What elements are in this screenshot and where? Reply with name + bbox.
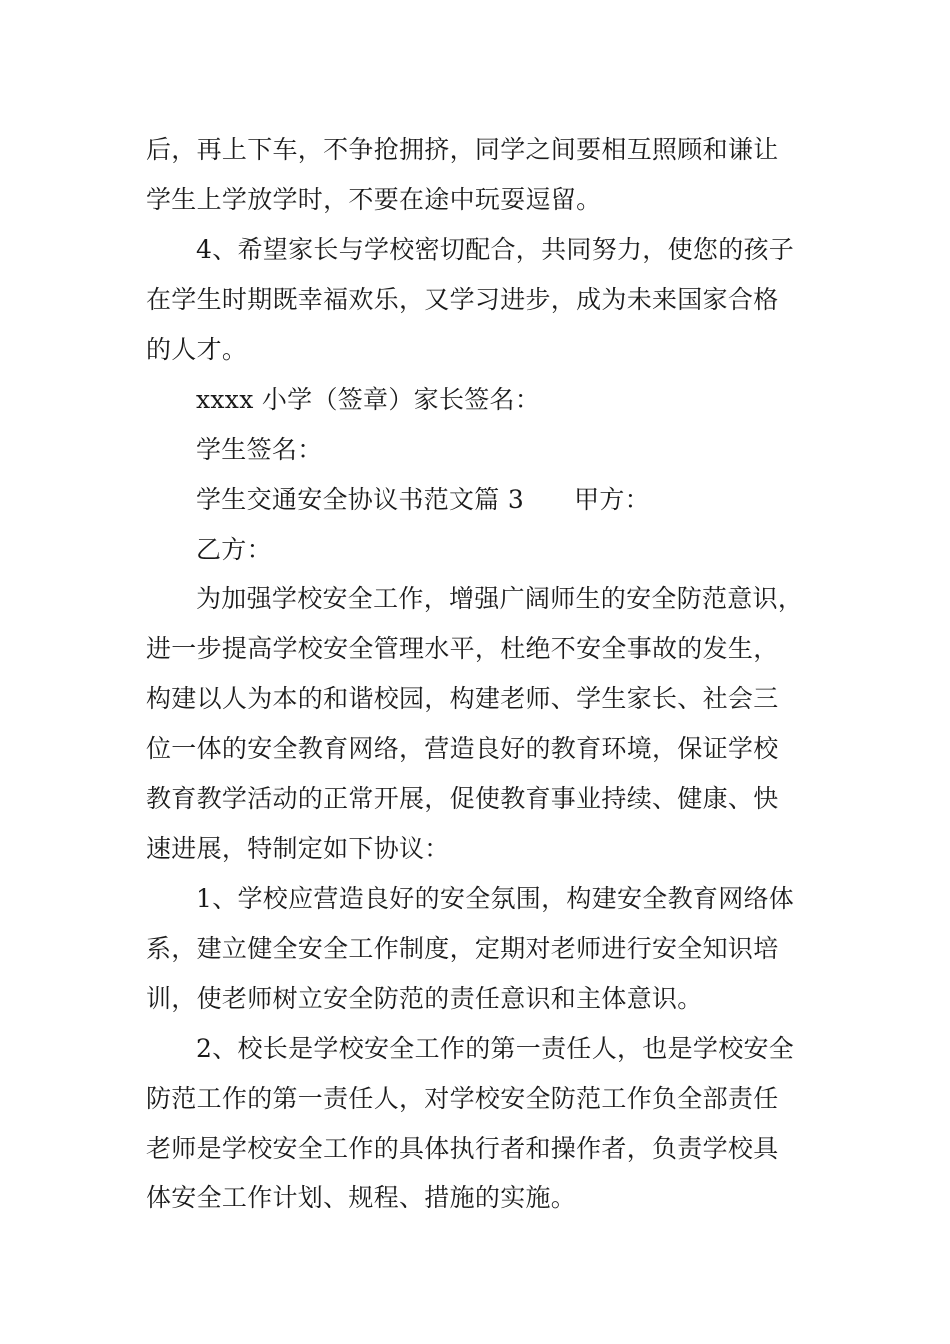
signature-line: xxxx 小学（签章）家长签名：	[196, 385, 541, 414]
text-line: 训，使老师树立安全防范的责任意识和主体意识。	[146, 984, 703, 1013]
text-line: 老师是学校安全工作的具体执行者和操作者，负责学校具	[146, 1134, 779, 1163]
text-line: 系，建立健全安全工作制度，定期对老师进行安全知识培	[146, 934, 779, 963]
section-heading-line	[196, 485, 650, 515]
party-a-label: 甲方：	[574, 485, 650, 514]
party-b-label: 乙方：	[196, 535, 272, 564]
text-line: 进一步提高学校安全管理水平，杜绝不安全事故的发生，	[146, 634, 779, 663]
text-line: 防范工作的第一责任人，对学校安全防范工作负全部责任	[146, 1084, 779, 1113]
text-line: 2、校长是学校安全工作的第一责任人，也是学校安全	[196, 1034, 795, 1063]
text-line: 为加强学校安全工作，增强广阔师生的安全防范意识，	[196, 584, 804, 613]
text-line: 4、希望家长与学校密切配合，共同努力，使您的孩子	[196, 235, 795, 264]
text-line: 位一体的安全教育网络，营造良好的教育环境，保证学校	[146, 734, 779, 763]
text-line: 体安全工作计划、规程、措施的实施。	[146, 1183, 577, 1212]
text-line: 构建以人为本的和谐校园，构建老师、学生家长、社会三	[146, 684, 779, 713]
text-line: 教育教学活动的正常开展，促使教育事业持续、健康、快	[146, 784, 779, 813]
text-line: 速进展，特制定如下协议：	[146, 834, 450, 863]
text-line: 后，再上下车，不争抢拥挤，同学之间要相互照顾和谦让	[146, 135, 779, 164]
text-line: 学生上学放学时，不要在途中玩耍逗留。	[146, 185, 602, 214]
section-heading: 学生交通安全协议书范文篇 3	[196, 485, 525, 514]
text-line: 的人才。	[146, 335, 248, 364]
text-line: 1、学校应营造良好的安全氛围，构建安全教育网络体	[196, 884, 795, 913]
text-line: 在学生时期既幸福欢乐，又学习进步，成为未来国家合格	[146, 285, 779, 314]
student-signature-line: 学生签名：	[196, 435, 323, 464]
